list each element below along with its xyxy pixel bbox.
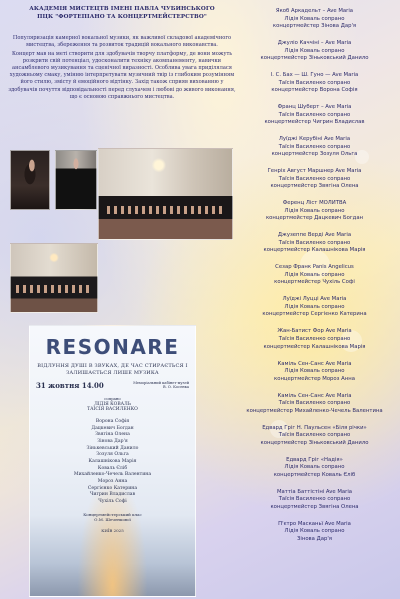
performer-line: Лідія Коваль сопрано xyxy=(284,303,345,310)
piece-title: Джузеппе Верді Ave Maria xyxy=(277,232,352,239)
performer: Коваль Єліб xyxy=(97,465,128,471)
performer-line: Лідія Коваль сопрано xyxy=(284,207,345,214)
piece-title: Джуліо Каччіні – Ave Maria xyxy=(277,40,352,47)
accompanist-line: Зінова Дар'я xyxy=(296,535,332,542)
piece-title: Каміль Сен-Санс Ave Maria xyxy=(277,392,352,399)
accompanist-line: концертмейстер Сергієнко Катерина xyxy=(262,311,367,318)
performer: Калашнікова Марія xyxy=(88,459,137,465)
performer-line: Лідія Коваль сопрано xyxy=(284,464,345,471)
photo-singer-1 xyxy=(10,150,50,210)
accompanist-line: концертмейстер Мороз Анна xyxy=(274,375,355,382)
piece-title: Жан-Батист Фор Ave Maria xyxy=(277,328,352,335)
program-item xyxy=(232,361,397,384)
soloist: ЛІДІЯ КОВАЛЬ xyxy=(94,401,131,407)
performer: Чухіль Софі xyxy=(98,498,127,504)
performer-line: Лідія Коваль сопрано xyxy=(284,15,345,22)
performer: Михайленко-Чечель Валентина xyxy=(73,472,152,478)
poster-title: RESONARE xyxy=(45,335,180,359)
program-item xyxy=(232,72,397,95)
program-item xyxy=(232,393,397,416)
piece-title: П'єтро Масканьї Ave Maria xyxy=(278,520,351,527)
accompanist-line: концертмейстер Коваль Єліб xyxy=(273,471,356,478)
accompanist-line: концертмейстер Михайленко-Чечель Валентина xyxy=(246,407,383,414)
performer-line: Лідія Коваль сопрано xyxy=(284,47,345,54)
program-item xyxy=(232,264,397,287)
piece-title: Луїджі Луцці Ave Maria xyxy=(282,296,347,303)
program-item xyxy=(232,200,397,223)
program-item xyxy=(232,168,397,191)
piece-title: Маттіа Баттістіні Ave Maria xyxy=(276,488,353,495)
performer-line: Таїсія Василенко сопрано xyxy=(278,239,351,246)
performer-line: Таїсія Василенко сопрано xyxy=(278,175,351,182)
poster-date: 31 жовтня 14.00 xyxy=(36,380,104,390)
performer-line: Лідія Коваль сопрано xyxy=(284,528,345,535)
program-item xyxy=(232,521,397,544)
performer: Дацкевич Богдан xyxy=(91,425,134,431)
intro-text xyxy=(8,35,236,101)
program-list xyxy=(232,8,397,553)
performer-line: Лідія Коваль сопрано xyxy=(284,368,345,375)
accompanist-line: концертмейстер Зінова Дар'я xyxy=(272,23,357,30)
soloists-label: сопрано xyxy=(104,395,121,401)
photo-collage xyxy=(10,150,240,320)
piece-title: Якоб Аркадельт – Ave Maria xyxy=(275,8,354,14)
performer: Чигрин Владислав xyxy=(89,492,136,498)
program-item xyxy=(232,328,397,351)
performer-line: Таїсія Василенко сопрано xyxy=(278,400,351,407)
program-item xyxy=(232,232,397,255)
performer-line: Таїсія Василенко сопрано xyxy=(278,496,351,503)
program-item xyxy=(232,425,397,448)
poster-venue: Меморіальний кабінет-музей В. О. Косенка xyxy=(133,380,189,390)
performer-line: Таїсія Василенко сопрано xyxy=(278,111,351,118)
accompanist-line: концертмейстер Калашнікова Марія xyxy=(263,247,366,254)
accompanist-line: концертмейстер Звягіна Олена xyxy=(270,503,359,510)
program-item xyxy=(232,104,397,127)
poster-subtitle: ВІДЛУННЯ ДУШІ В ЗВУКАХ, ДЕ ЧАС СТИРАЄТЬСЯ І ЗАЛИШАЄТЬСЯ ЛИШЕ МУЗИКА xyxy=(37,363,188,376)
photo-group-2 xyxy=(10,243,98,313)
performer: Звягіна Олена xyxy=(95,432,130,438)
photo-group-1 xyxy=(98,148,233,240)
concert-poster xyxy=(29,325,196,597)
header xyxy=(8,6,236,21)
intro-paragraph: Концерт мав на меті створити для здобувачів творчу платформу, де вони можуть розкрити свій потенціал, удосконалити техніку акомпанементу, навички ансамблевого музикування та сценічної виразності. Особлива увага приділялася художньому смаку, умінню інтерпретувати музичний твір із глибоким розумінням його стилю, змісту й емоційного відтінку. Захід також сприяв вихованню у здобувачів почуття відповідальності перед слухачем і любові до живого виконання, що є основою справжнього мистецтва. xyxy=(8,50,236,100)
accompanist-line: концертмейстер Зіньковський Данило xyxy=(260,439,369,446)
piece-title: Луїджі Керубіні Ave Maria xyxy=(278,136,351,143)
piece-title: Едвард Гріг «Надія» xyxy=(286,456,343,463)
performer: Зозуля Ольга xyxy=(96,452,129,458)
performer-line: Лідія Коваль сопрано xyxy=(284,271,345,278)
department-name: ПЦК "ФОРТЕПІАНО ТА КОНЦЕРТМЕЙСТЕРСТВО" xyxy=(37,13,207,20)
accompanist-line: концертмейстер Звягіна Олена xyxy=(270,183,359,190)
accompanist-line: концертмейстер Зозуля Ольга xyxy=(271,151,358,158)
performers-list xyxy=(30,419,195,506)
program-item xyxy=(232,8,397,31)
performer-line: Таїсія Василенко сопрано xyxy=(278,143,351,150)
soloist: ТАЇСІЯ ВАСИЛЕНКО xyxy=(87,407,138,413)
performer: Ворона Софія xyxy=(95,419,130,425)
program-item xyxy=(232,489,397,512)
poster-city: КИЇВ 2025 xyxy=(101,528,124,533)
accompanist-line: концертмейстер Зіньковський Данило xyxy=(260,55,369,62)
accompanist-line: концертмейстер Дацкевич Богдан xyxy=(265,215,364,222)
accompanist-line: концертмейстер Калашнікова Марія xyxy=(263,343,366,350)
piece-title: І. С. Бах — Ш. Гуно — Ave Maria xyxy=(270,72,359,79)
accompanist-line: концертмейстер Чигрин Владислав xyxy=(264,119,365,126)
piece-title: Генріх Август Маршнер Ave Maria xyxy=(267,168,362,175)
performer: Зінькевський Данило xyxy=(86,445,139,451)
photo-singer-2 xyxy=(55,150,97,210)
program-item xyxy=(232,136,397,159)
left-column xyxy=(8,6,236,102)
director-label: Концертмейстерський клас xyxy=(83,511,142,517)
academy-name: АКАДЕМІЯ МИСТЕЦТВ ІМЕНІ ПАВЛА ЧУБИНСЬКОГО xyxy=(29,6,215,12)
performer: Сергієнко Катерина xyxy=(87,485,138,491)
program-item xyxy=(232,457,397,480)
performer-line: Таїсія Василенко сопрано xyxy=(278,335,351,342)
piece-title: Сезар Франк Panis Angelicus xyxy=(275,264,354,271)
accompanist-line: концертмейстер Чухіль Софі xyxy=(274,279,355,286)
program-item xyxy=(232,40,397,63)
piece-title: Франц Шуберт – Ave Maria xyxy=(277,104,352,111)
piece-title: Ференц Ліст МОЛИТВА xyxy=(282,200,347,207)
performer: Зінова Дар'я xyxy=(97,439,128,445)
piece-title: Каміль Сен-Санс Ave Maria xyxy=(277,360,352,367)
intro-paragraph: Популяризація камерної вокальної музики, як важливої складової академічного мистецтва, збереження та розвиток традицій вокального виконавства. xyxy=(12,35,232,49)
performer: Мороз Анна xyxy=(97,479,128,484)
performer-line: Таїсія Василенко сопрано xyxy=(278,432,351,439)
performer-line: Таїсія Василенко сопрано xyxy=(278,79,351,86)
piece-title: Едвард Гріг Н. Паульсен «Біля річки» xyxy=(262,424,367,431)
program-item xyxy=(232,296,397,319)
accompanist-line: концертмейстер Ворона Софія xyxy=(271,87,358,94)
director-name: О.М. Шеченкової xyxy=(94,516,131,522)
